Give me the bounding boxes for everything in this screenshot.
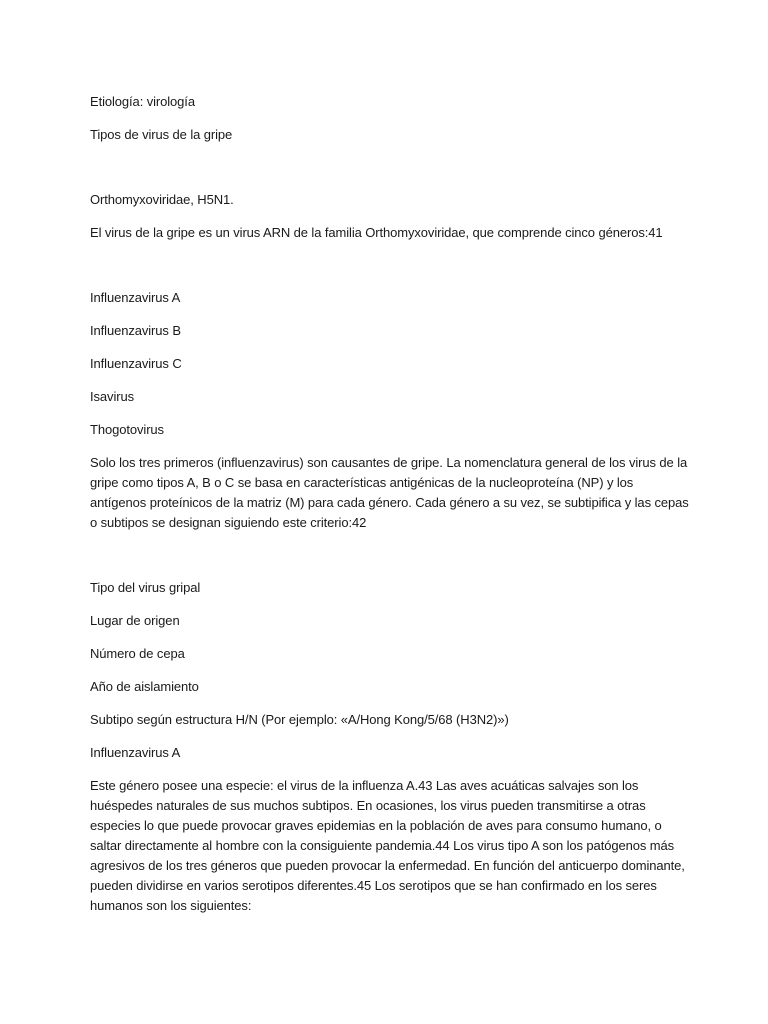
nomenclature-paragraph: Solo los tres primeros (influenzavirus) son causantes de gripe. La nomenclatura general de los virus de la gripe como tipos A, B o C se basa en características antigénicas de la nucleoproteína (NP) y los antígenos proteínicos de la matriz (M) para cada género. Cada género a su vez, se subtipifica y las cepas o subtipos se designan siguiendo este criterio:42 — [90, 455, 689, 530]
genus-item: Influenzavirus B — [90, 323, 181, 338]
criteria-item: Tipo del virus gripal — [90, 580, 201, 595]
document-subtitle: Tipos de virus de la gripe — [90, 127, 233, 142]
genus-item: Influenzavirus C — [90, 356, 182, 371]
genus-item: Isavirus — [90, 389, 134, 404]
criteria-item: Año de aislamiento — [90, 679, 199, 694]
intro-paragraph: El virus de la gripe es un virus ARN de la familia Orthomyxoviridae, que comprende cinco géneros:41 — [90, 225, 663, 240]
criteria-item: Subtipo según estructura H/N (Por ejemplo: «A/Hong Kong/5/68 (H3N2)») — [90, 712, 509, 727]
criteria-item: Número de cepa — [90, 646, 185, 661]
document-page — [90, 92, 690, 916]
document-title: Etiología: virología — [90, 94, 195, 109]
section-paragraph: Este género posee una especie: el virus de la influenza A.43 Las aves acuáticas salvajes son los huéspedes naturales de sus muchos subtipos. En ocasiones, los virus pueden transmitirse a otras especies lo que puede provocar graves epidemias en la población de aves para consumo humano, o saltar directamente al hombre con la consiguiente pandemia.44 Los virus tipo A son los patógenos más agresivos de los tres géneros que pueden provocar la enfermedad. En función del anticuerpo dominante, pueden dividirse en varios serotipos diferentes.45 Los serotipos que se han confirmado en los seres humanos son los siguientes: — [90, 778, 685, 913]
family-caption: Orthomyxoviridae, H5N1. — [90, 192, 234, 207]
genus-item: Influenzavirus A — [90, 290, 181, 305]
section-heading: Influenzavirus A — [90, 745, 181, 760]
genus-item: Thogotovirus — [90, 422, 164, 437]
criteria-item: Lugar de origen — [90, 613, 180, 628]
